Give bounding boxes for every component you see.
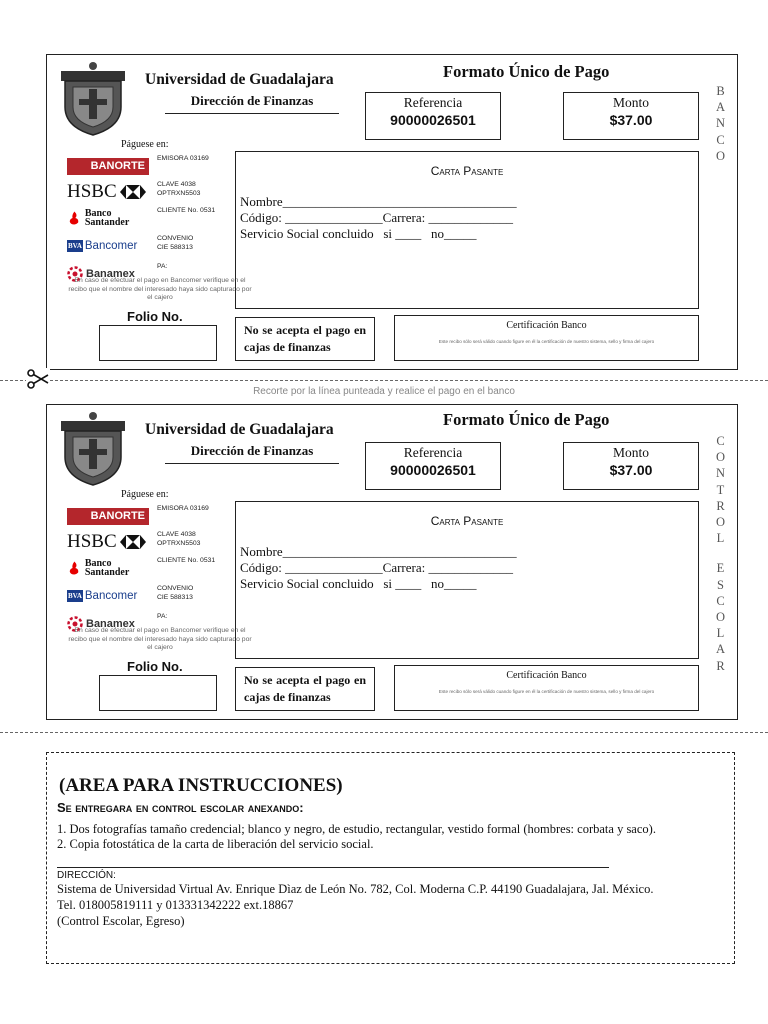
instructions-area bbox=[46, 752, 735, 964]
bank-info-line: CONVENIO bbox=[157, 235, 194, 242]
bbva-badge-icon: BVA bbox=[68, 242, 82, 250]
banorte-logo: BANORTE bbox=[67, 158, 149, 175]
side-label-letter: O bbox=[715, 610, 727, 625]
university-name: Universidad de Guadalajara bbox=[145, 421, 334, 438]
carta-field-line[interactable]: Nombre____________________________________ bbox=[240, 194, 517, 209]
carta-field-line[interactable]: Nombre____________________________________ bbox=[240, 544, 517, 559]
folio-label: Folio No. bbox=[127, 659, 183, 674]
bank-info-line: EMISORA 03169 bbox=[157, 505, 209, 512]
bbva-badge-icon: BVA bbox=[68, 592, 82, 600]
reference-value: 90000026501 bbox=[390, 462, 476, 478]
bank-info bbox=[157, 181, 200, 198]
reference-box bbox=[365, 442, 501, 490]
hsbc-logo: HSBC bbox=[67, 181, 117, 202]
bank-info-line: CLIENTE No. 0531 bbox=[157, 207, 216, 214]
side-label-letter: T bbox=[716, 482, 726, 497]
folio-field[interactable] bbox=[99, 325, 217, 361]
form-title: Formato Único de Pago bbox=[443, 62, 610, 81]
bank-info-line: OPTRXN5503 bbox=[157, 539, 201, 547]
bank-info-line: CIE 588313 bbox=[157, 243, 193, 251]
cert-title: Certificación Banco bbox=[506, 320, 587, 331]
side-label-letter: R bbox=[716, 498, 726, 513]
hsbc-hexagon-icon bbox=[120, 185, 146, 199]
pay-at-label: Páguese en: bbox=[121, 489, 169, 500]
bank-certification-box bbox=[394, 665, 699, 711]
bank-santander bbox=[67, 557, 257, 579]
pay-at-label: Páguese en: bbox=[121, 139, 169, 150]
reference-value: 90000026501 bbox=[390, 112, 476, 128]
carta-pasante-box bbox=[235, 501, 699, 659]
bank-info bbox=[157, 557, 215, 566]
bancomer-note: En caso de efectuar el pago en Bancomer verifique en el recibo que el nombre del interesado haya sido capturado por el cajero bbox=[68, 277, 252, 302]
bank-info bbox=[157, 235, 193, 252]
instructions-subtitle: Se entregara en control escolar anexando: bbox=[57, 800, 304, 815]
university-seal-icon bbox=[59, 411, 127, 487]
amount-value: $37.00 bbox=[609, 112, 653, 128]
carta-field-line[interactable]: Código: _______________Carrera: _____________ bbox=[240, 210, 513, 225]
cut-line-bottom bbox=[0, 732, 768, 733]
santander-flame-icon bbox=[67, 560, 82, 576]
side-label-letter: O bbox=[715, 450, 727, 465]
carta-fields[interactable] bbox=[240, 544, 517, 592]
side-label-letter: L bbox=[716, 531, 726, 546]
university-seal-icon bbox=[59, 61, 127, 137]
bank-info bbox=[157, 613, 167, 622]
cert-note: Este recibo sólo será válido cuando figure en él la certificación de nuestro sistema, sello y firma del cajero bbox=[438, 339, 655, 344]
bank-info-line: CIE 588313 bbox=[157, 593, 193, 601]
department-name: Dirección de Finanzas bbox=[165, 443, 339, 464]
bank-info bbox=[157, 155, 209, 164]
address-line: Sistema de Universidad Virtual Av. Enrique Dìaz de León No. 782, Col. Moderna C.P. 44190 Guadalajara, Jal. México. bbox=[57, 882, 654, 896]
hsbc-logo: HSBC bbox=[67, 531, 117, 552]
bancomer-note: En caso de efectuar el pago en Bancomer verifique en el recibo que el nombre del interesado haya sido capturado por el cajero bbox=[68, 627, 252, 652]
side-label-letter: N bbox=[715, 466, 727, 481]
amount-label: Monto bbox=[612, 95, 649, 110]
bank-info-line: CONVENIO bbox=[157, 585, 194, 592]
bank-banorte bbox=[67, 155, 257, 177]
bank-info-line: PA: bbox=[157, 613, 168, 620]
university-name: Universidad de Guadalajara bbox=[145, 71, 334, 88]
side-label-letter: E bbox=[716, 561, 726, 576]
bank-info-line: PA: bbox=[157, 263, 168, 270]
cert-note: Este recibo sólo será válido cuando figure en él la certificación de nuestro sistema, sello y firma del cajero bbox=[438, 689, 655, 694]
side-label-letter bbox=[711, 546, 731, 560]
reference-label: Referencia bbox=[403, 95, 463, 110]
folio-label: Folio No. bbox=[127, 309, 183, 324]
instruction-item: 1. Dos fotografías tamaño credencial; blanco y negro, de estudio, rectangular, vestido formal (hombres: corbata y saco). bbox=[57, 822, 656, 836]
address-label: DIRECCIÓN: bbox=[57, 870, 116, 881]
side-label-letter: A bbox=[715, 100, 727, 115]
side-label-letter: S bbox=[717, 577, 725, 592]
reference-box bbox=[365, 92, 501, 140]
santander-logo: Banco Santander bbox=[84, 558, 130, 578]
bank-info bbox=[157, 531, 200, 548]
carta-field-line[interactable]: Código: _______________Carrera: _____________ bbox=[240, 560, 513, 575]
banorte-logo: BANORTE bbox=[67, 508, 149, 525]
payment-slip bbox=[46, 54, 738, 370]
bank-bancomer bbox=[67, 235, 257, 257]
amount-label: Monto bbox=[612, 445, 649, 460]
bank-info-line: CLAVE 4038 bbox=[157, 531, 196, 538]
amount-box bbox=[563, 92, 699, 140]
santander-flame-icon bbox=[67, 210, 82, 226]
carta-title: Carta Pasante bbox=[430, 164, 504, 178]
instruction-item: 2. Copia fotostática de la carta de liberación del servicio social. bbox=[57, 837, 374, 851]
amount-value: $37.00 bbox=[609, 462, 653, 478]
banamex-logo: Banamex bbox=[86, 618, 135, 630]
bank-info bbox=[157, 585, 193, 602]
bank-hsbc bbox=[67, 531, 257, 553]
side-label-letter: L bbox=[716, 626, 726, 641]
bancomer-logo: Bancomer bbox=[84, 240, 138, 252]
side-label-letter: O bbox=[715, 515, 727, 530]
bank-info-line: CLAVE 4038 bbox=[157, 181, 196, 188]
address-line: (Control Escolar, Egreso) bbox=[57, 914, 185, 928]
side-label-letter: R bbox=[716, 658, 726, 673]
side-label bbox=[711, 83, 731, 164]
side-label-letter: A bbox=[715, 642, 727, 657]
form-title: Formato Único de Pago bbox=[443, 410, 610, 429]
santander-logo: Banco Santander bbox=[84, 208, 130, 228]
reference-label: Referencia bbox=[403, 445, 463, 460]
carta-fields[interactable] bbox=[240, 194, 517, 242]
bank-info-line: CLIENTE No. 0531 bbox=[157, 557, 216, 564]
bank-bancomer bbox=[67, 585, 257, 607]
carta-pasante-box bbox=[235, 151, 699, 309]
bank-info bbox=[157, 505, 209, 514]
bank-hsbc bbox=[67, 181, 257, 203]
folio-field[interactable] bbox=[99, 675, 217, 711]
bank-certification-box bbox=[394, 315, 699, 361]
address-line: Tel. 018005819111 y 013331342222 ext.18867 bbox=[57, 898, 294, 912]
bank-info-line: EMISORA 03169 bbox=[157, 155, 209, 162]
bank-info bbox=[157, 263, 167, 272]
carta-field-line[interactable]: Servicio Social concluido si ____ no_____ bbox=[240, 576, 477, 591]
instructions-title: (AREA PARA INSTRUCCIONES) bbox=[59, 775, 343, 796]
side-label-letter: C bbox=[716, 132, 726, 147]
carta-field-line[interactable]: Servicio Social concluido si ____ no_____ bbox=[240, 226, 477, 241]
bank-santander bbox=[67, 207, 257, 229]
side-label-letter: B bbox=[716, 84, 726, 98]
bank-banorte bbox=[67, 505, 257, 527]
no-acepta-notice: No se acepta el pago en cajas de finanzas bbox=[235, 317, 375, 361]
bank-info-line: OPTRXN5503 bbox=[157, 189, 201, 197]
bancomer-logo: Bancomer bbox=[84, 590, 138, 602]
amount-box bbox=[563, 442, 699, 490]
side-label-letter: C bbox=[716, 434, 726, 448]
side-label-letter: O bbox=[715, 148, 727, 163]
carta-title: Carta Pasante bbox=[430, 514, 504, 528]
side-label bbox=[711, 433, 731, 674]
side-label-letter: N bbox=[715, 116, 727, 131]
side-label-letter: C bbox=[716, 593, 726, 608]
hsbc-hexagon-icon bbox=[120, 535, 146, 549]
payment-slip bbox=[46, 404, 738, 720]
cut-instruction: Recorte por la línea punteada y realice el pago en el banco bbox=[253, 386, 515, 397]
no-acepta-notice: No se acepta el pago en cajas de finanzas bbox=[235, 667, 375, 711]
divider bbox=[57, 867, 609, 868]
cut-line-top bbox=[0, 380, 768, 381]
banamex-logo: Banamex bbox=[86, 268, 135, 280]
cert-title: Certificación Banco bbox=[506, 670, 587, 681]
bank-info bbox=[157, 207, 215, 216]
department-name: Dirección de Finanzas bbox=[165, 93, 339, 114]
